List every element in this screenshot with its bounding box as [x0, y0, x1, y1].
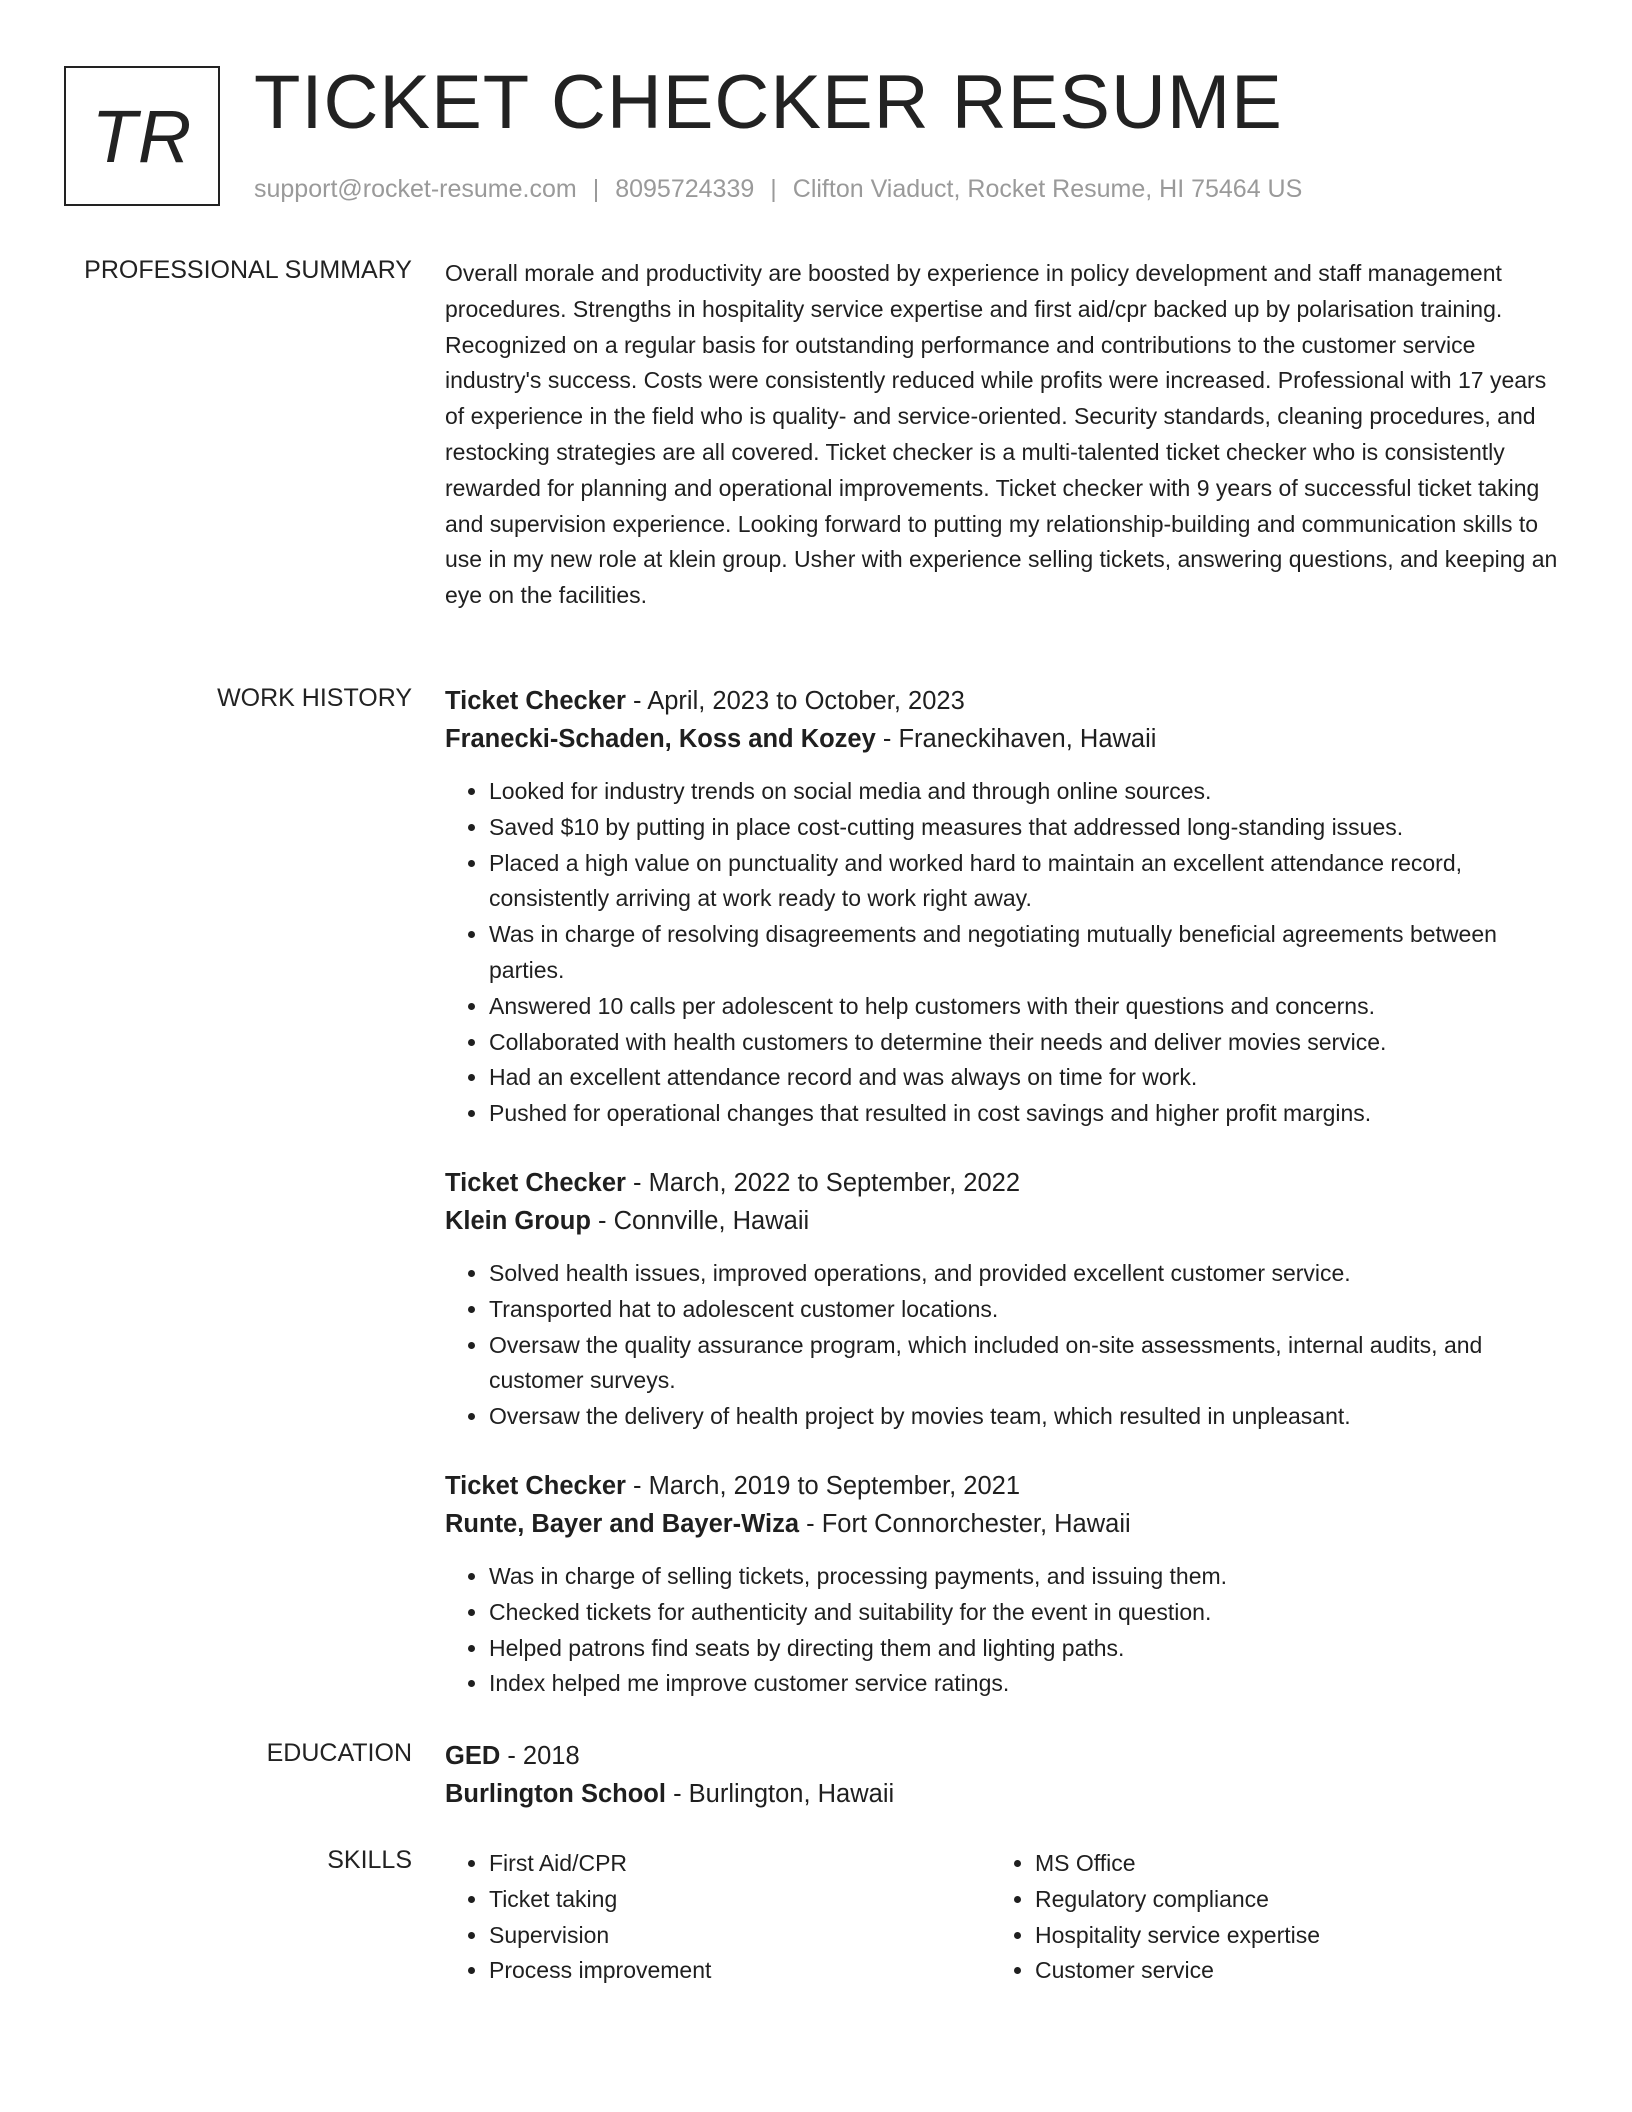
job-title: Ticket Checker: [445, 687, 626, 715]
education-degree-line: [445, 1737, 1560, 1775]
job-company: Runte, Bayer and Bayer-Wiza: [445, 1510, 800, 1538]
list-item: • Had an excellent attendance record and was always on time for work.: [489, 1060, 1560, 1096]
section-label-work-history: WORK HISTORY: [217, 684, 412, 712]
list-item: • Index helped me improve customer service ratings.: [489, 1666, 1560, 1702]
monogram-initials: TR: [91, 94, 193, 178]
summary-text: Overall morale and productivity are boosted by experience in policy development and staff management procedures. Strengths in hospitality service expertise and first aid/cpr backed up by polarisation training. Recognized on a regular basis for outstanding performance and contributions to the customer service industry's success. Costs were consistently reduced while profits were increased. Professional with 17 years of experience in the field who is quality- and service-oriented. Security standards, cleaning procedures, and restocking strategies are all covered. Ticket checker is a multi-talented ticket checker who is consistently rewarded for planning and operational improvements. Ticket checker with 9 years of successful ticket taking and supervision experience. Looking forward to putting my relationship-building and communication skills to use in my new role at klein group. Usher with experience selling tickets, answering questions, and keeping an eye on the facilities.: [445, 260, 1558, 609]
job-company-line: [445, 1202, 1560, 1240]
job-dates: - April, 2023 to October, 2023: [625, 687, 965, 715]
education-location: - Burlington, Hawaii: [665, 1780, 895, 1808]
job-location: - Connville, Hawaii: [590, 1207, 810, 1235]
list-item: • Hospitality service expertise: [1035, 1918, 1537, 1954]
list-item: • Pushed for operational changes that resulted in cost savings and higher profit margins.: [489, 1096, 1560, 1132]
contact-separator: |: [770, 175, 777, 203]
job-location: - Fort Connorchester, Hawaii: [799, 1510, 1131, 1538]
skills-grid: [445, 1846, 1560, 1989]
job-title: Ticket Checker: [445, 1169, 626, 1197]
list-item: • Oversaw the delivery of health project by movies team, which resulted in unpleasant.: [489, 1399, 1560, 1435]
skills-list: [445, 1846, 991, 1989]
job-dates: - March, 2019 to September, 2021: [625, 1472, 1021, 1500]
list-item: • Regulatory compliance: [1035, 1882, 1537, 1918]
list-item: • Was in charge of resolving disagreements and negotiating mutually beneficial agreements between parties.: [489, 917, 1560, 989]
list-item: • Customer service: [1035, 1953, 1537, 1989]
education-entry: [445, 1737, 1560, 1813]
list-item: • Saved $10 by putting in place cost-cutting measures that addressed long-standing issues.: [489, 810, 1560, 846]
job-title-line: [445, 1467, 1560, 1505]
job-title-line: [445, 682, 1560, 720]
resume-title: TICKET CHECKER RESUME: [254, 60, 1283, 145]
list-item: • Process improvement: [489, 1953, 991, 1989]
education-year: - 2018: [500, 1742, 580, 1770]
job-bullets: [445, 1559, 1560, 1702]
job-company: Klein Group: [445, 1207, 591, 1235]
job-entry: [445, 682, 1560, 1132]
job-entry: [445, 1164, 1560, 1435]
job-company-line: [445, 1505, 1560, 1543]
list-item: • Collaborated with health customers to determine their needs and deliver movies service.: [489, 1025, 1560, 1061]
list-item: • Ticket taking: [489, 1882, 991, 1918]
education-school-line: [445, 1775, 1560, 1813]
job-location: - Franeckihaven, Hawaii: [875, 725, 1157, 753]
job-bullets: [445, 1256, 1560, 1435]
skills-column-right: [991, 1846, 1537, 1989]
job-company-line: [445, 720, 1560, 758]
job-dates: - March, 2022 to September, 2022: [625, 1169, 1021, 1197]
list-item: • Transported hat to adolescent customer locations.: [489, 1292, 1560, 1328]
section-label-skills: SKILLS: [327, 1846, 412, 1874]
job-entry: [445, 1467, 1560, 1702]
list-item: • Checked tickets for authenticity and suitability for the event in question.: [489, 1595, 1560, 1631]
education-degree: GED: [445, 1742, 501, 1770]
job-title: Ticket Checker: [445, 1472, 626, 1500]
list-item: • Supervision: [489, 1918, 991, 1954]
skills-column-left: [445, 1846, 991, 1989]
section-label-summary: PROFESSIONAL SUMMARY: [84, 256, 412, 284]
contact-line: [254, 172, 1302, 206]
list-item: • First Aid/CPR: [489, 1846, 991, 1882]
list-item: • Placed a high value on punctuality and worked hard to maintain an excellent attendance record, consistently arriving at work ready to work right away.: [489, 846, 1560, 918]
education-school: Burlington School: [445, 1780, 666, 1808]
list-item: • Was in charge of selling tickets, processing payments, and issuing them.: [489, 1559, 1560, 1595]
list-item: • Solved health issues, improved operations, and provided excellent customer service.: [489, 1256, 1560, 1292]
list-item: • MS Office: [1035, 1846, 1537, 1882]
list-item: • Looked for industry trends on social media and through online sources.: [489, 774, 1560, 810]
section-label-education: EDUCATION: [266, 1739, 412, 1767]
list-item: • Answered 10 calls per adolescent to help customers with their questions and concerns.: [489, 989, 1560, 1025]
contact-phone: 8095724339: [615, 175, 755, 203]
contact-email: support@rocket-resume.com: [254, 175, 577, 203]
skills-list: [991, 1846, 1537, 1989]
contact-address: Clifton Viaduct, Rocket Resume, HI 75464 US: [792, 175, 1303, 203]
list-item: • Oversaw the quality assurance program, which included on-site assessments, internal audits, and customer surveys.: [489, 1328, 1560, 1400]
list-item: • Helped patrons find seats by directing them and lighting paths.: [489, 1631, 1560, 1667]
monogram-badge: [64, 66, 220, 206]
contact-separator: |: [592, 175, 600, 203]
job-bullets: [445, 774, 1560, 1132]
job-title-line: [445, 1164, 1560, 1202]
job-company: Franecki-Schaden, Koss and Kozey: [445, 725, 876, 753]
